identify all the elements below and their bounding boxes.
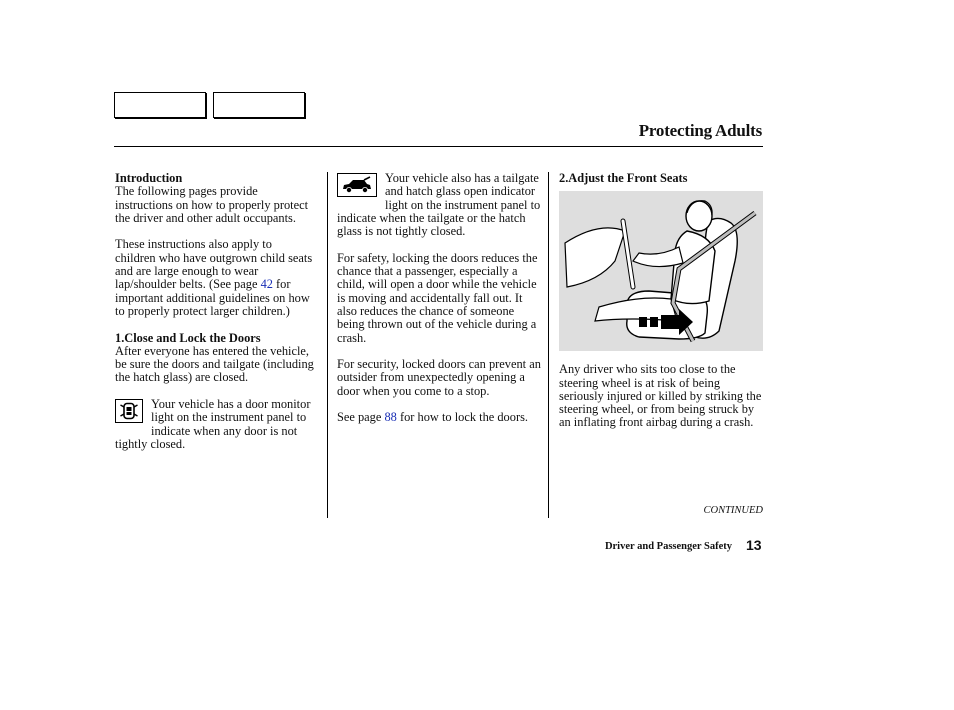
page-title: Protecting Adults <box>638 121 762 140</box>
step1-heading: 1.Close and Lock the Doors <box>115 330 261 345</box>
safety-paragraph: For safety, locking the doors reduces the chance that a passenger, especially a child, will open a door while the vehicle is moving and accidentally fall out. It also reduces the chance of someone being thrown out of the vehicle during a crash. <box>337 250 538 345</box>
warning-paragraph: Any driver who sits too close to the steering wheel is at risk of being seriously injured or killed by striking the steering wheel, or from being struck by an inflating front airbag during a crash. <box>559 362 762 430</box>
see-text-b: for how to lock the doors. <box>396 410 528 425</box>
door-monitor-paragraph: Your vehicle has a door monitor light on the instrument panel to indicate when any door is not tightly closed. <box>115 397 311 451</box>
page-number: 13 <box>746 537 762 553</box>
step2-heading: 2.Adjust the Front Seats <box>559 171 688 185</box>
tailgate-paragraph: Your vehicle also has a tailgate and hatch glass open indicator light on the instrument panel to indicate when the tailgate or the hatch glass is not tightly closed. <box>337 171 541 239</box>
intro-paragraph-1: The following pages provide instructions on how to properly protect the driver and other adult occupants. <box>115 184 309 225</box>
nav-tab-left[interactable] <box>114 92 206 118</box>
step1-paragraph: After everyone has entered the vehicle, be sure the doors and tailgate (including the hatch glass) are closed. <box>115 343 314 385</box>
page-42-link[interactable]: 42 <box>260 277 273 292</box>
continued-label: CONTINUED <box>703 505 763 516</box>
page-88-link[interactable]: 88 <box>384 410 397 425</box>
intro-p2-text-b: for important additional guidelines on how to properly protect larger children.) <box>115 277 310 318</box>
see-page-paragraph <box>337 411 541 424</box>
step1-section <box>115 332 315 385</box>
door-open-indicator-icon <box>115 399 143 423</box>
column-3 <box>559 172 763 443</box>
tailgate-open-indicator-icon <box>337 173 377 197</box>
intro-paragraph-2 <box>115 238 315 318</box>
column-divider-1 <box>327 172 328 518</box>
column-1 <box>115 172 315 465</box>
intro-heading: Introduction <box>115 171 183 185</box>
nav-tab-right[interactable] <box>213 92 305 118</box>
footer-section-title: Driver and Passenger Safety <box>604 541 732 552</box>
door-monitor-section <box>115 398 315 451</box>
see-text-a: See page <box>337 410 385 425</box>
column-2 <box>337 172 541 438</box>
column-divider-2 <box>548 172 549 518</box>
driver-seat-adjust-illustration <box>559 191 763 351</box>
intro-p2-text-a: These instructions also apply to children who have outgrown child seats and are large enough to wear lap/shoulder belts. (See page <box>115 237 313 292</box>
tailgate-section <box>337 172 541 238</box>
header-rule <box>114 146 763 147</box>
security-paragraph: For security, locked doors can prevent an outsider from unexpectedly opening a door when you come to a stop. <box>337 357 541 398</box>
intro-section <box>115 172 315 225</box>
